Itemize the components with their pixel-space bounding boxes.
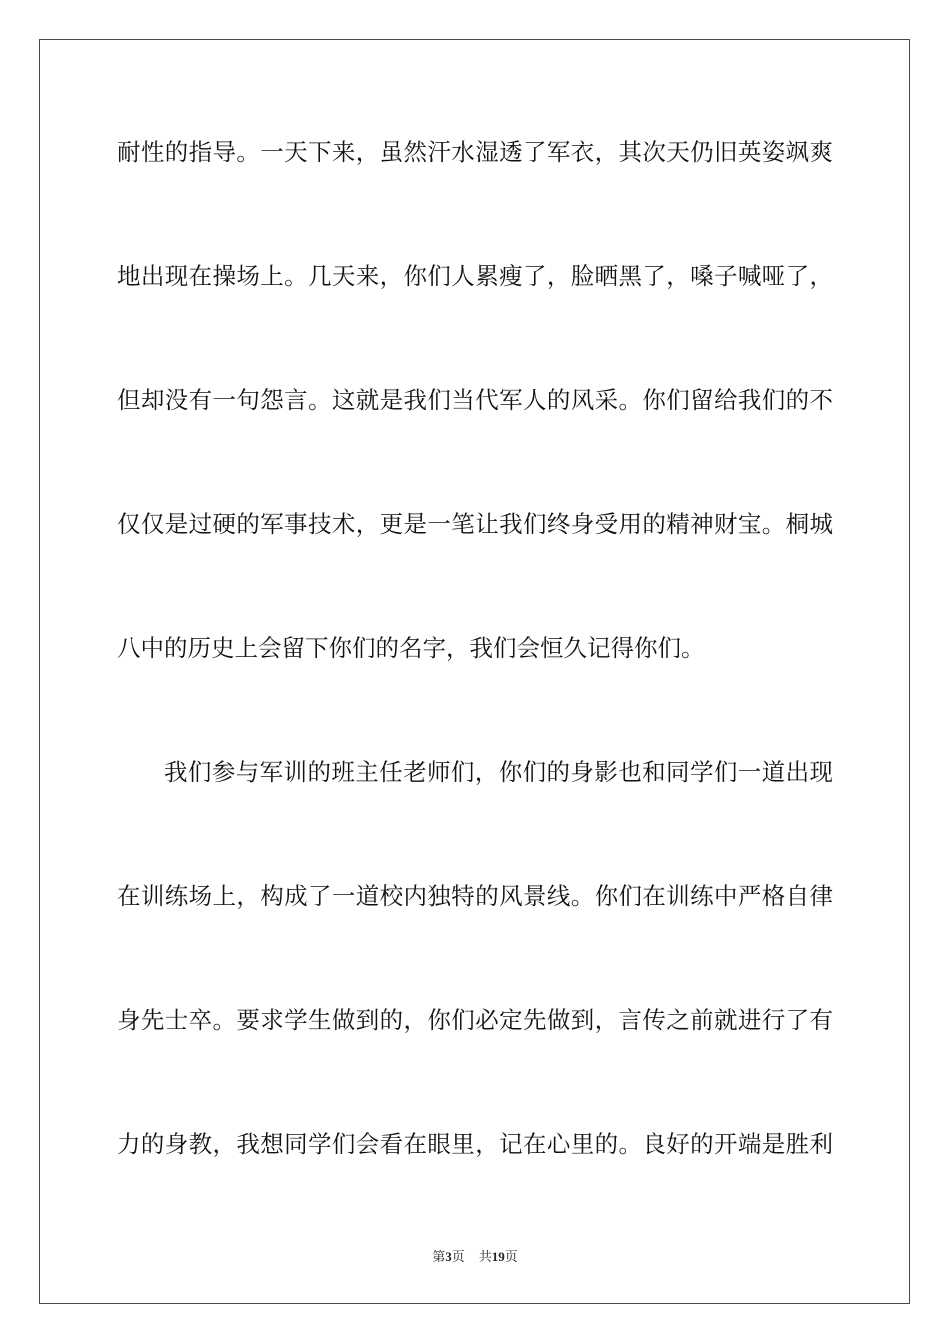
- page-border: [39, 39, 910, 1304]
- text-line: 力的身教，我想同学们会看在眼里，记在心里的。良好的开端是胜利: [117, 1130, 833, 1158]
- page-number: 3: [445, 1249, 452, 1264]
- text-line: 但却没有一句怨言。这就是我们当代军人的风采。你们留给我们的不: [117, 386, 833, 414]
- text-line: 我们参与军训的班主任老师们，你们的身影也和同学们一道出现: [164, 758, 833, 786]
- text-line: 耐性的指导。一天下来，虽然汗水湿透了军衣，其次天仍旧英姿飒爽: [117, 138, 833, 166]
- text-line: 八中的历史上会留下你们的名字，我们会恒久记得你们。: [117, 634, 705, 662]
- text-line: 在训练场上，构成了一道校内独特的风景线。你们在训练中严格自律: [117, 882, 833, 910]
- total-prefix: 共: [478, 1250, 492, 1265]
- text-line: 仅仅是过硬的军事技术，更是一笔让我们终身受用的精神财宝。桐城: [117, 510, 833, 538]
- page-footer: [0, 1248, 950, 1267]
- page-suffix: 页: [451, 1250, 465, 1265]
- text-line: 身先士卒。要求学生做到的，你们必定先做到，言传之前就进行了有: [117, 1006, 833, 1034]
- text-line: 地出现在操场上。几天来，你们人累瘦了，脸晒黑了，嗓子喊哑了，: [117, 262, 833, 290]
- page-prefix: 第: [432, 1250, 446, 1265]
- total-pages: 19: [491, 1249, 505, 1264]
- total-suffix: 页: [504, 1250, 518, 1265]
